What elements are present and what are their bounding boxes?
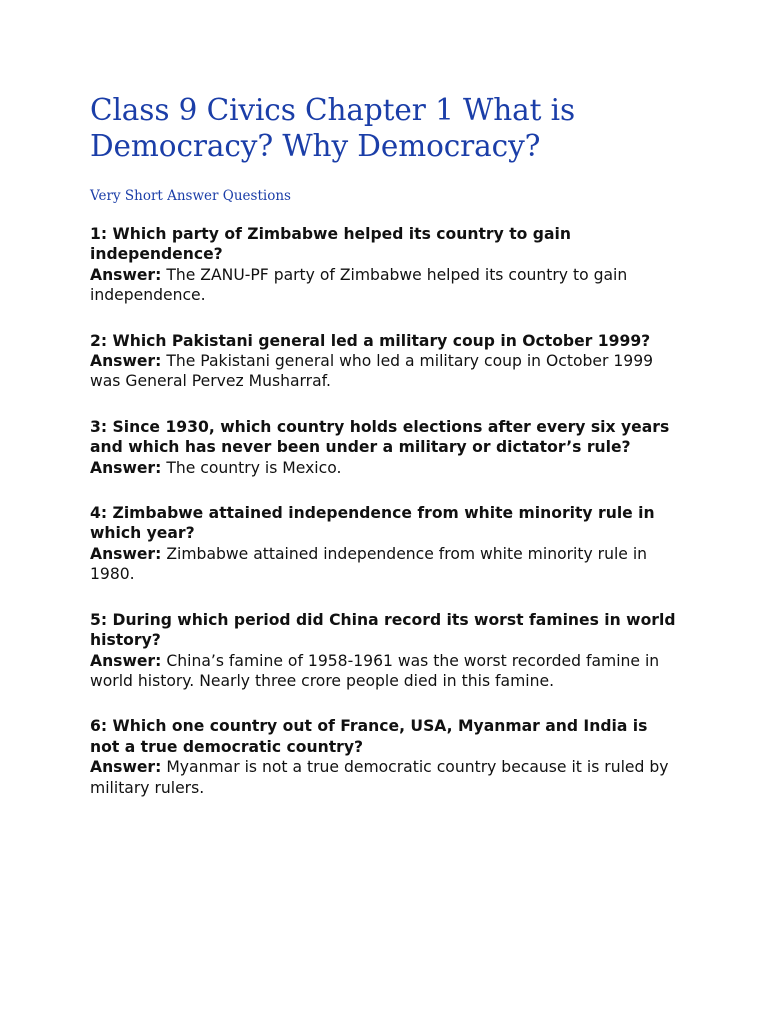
document-title-line-1: Class 9 Civics Chapter 1 What is bbox=[90, 93, 576, 127]
answer-1-text: The ZANU-PF party of Zimbabwe helped its country to gain independence. bbox=[90, 265, 628, 305]
question-5: 5: During which period did China record its worst famines in world history? bbox=[90, 610, 676, 650]
qa-item-5 bbox=[90, 610, 678, 692]
question-3: 3: Since 1930, which country holds elections after every six years and which has never been under a military or dictator’s rule? bbox=[90, 417, 670, 457]
qa-item-2 bbox=[90, 331, 678, 392]
answer-label: Answer: bbox=[90, 265, 162, 284]
answer-label: Answer: bbox=[90, 651, 162, 670]
answer-5 bbox=[90, 651, 678, 692]
answer-label: Answer: bbox=[90, 352, 162, 371]
question-6: 6: Which one country out of France, USA, Myanmar and India is not a true democratic country? bbox=[90, 717, 648, 756]
qa-item-1 bbox=[90, 224, 678, 306]
answer-label: Answer: bbox=[90, 544, 162, 563]
question-2: 2: Which Pakistani general led a military coup in October 1999? bbox=[90, 331, 651, 350]
answer-4-text: Zimbabwe attained independence from white minority rule in 1980. bbox=[90, 544, 648, 584]
document-title-line-2: Democracy? Why Democracy? bbox=[90, 129, 541, 163]
answer-1 bbox=[90, 265, 678, 306]
section-heading: Very Short Answer Questions bbox=[90, 188, 291, 204]
qa-item-3 bbox=[90, 417, 678, 478]
answer-2 bbox=[90, 351, 678, 392]
question-4: 4: Zimbabwe attained independence from white minority rule in which year? bbox=[90, 504, 655, 543]
answer-label: Answer: bbox=[90, 758, 162, 777]
answer-label: Answer: bbox=[90, 458, 162, 477]
answer-2-text: The Pakistani general who led a military coup in October 1999 was General Pervez Musharraf. bbox=[90, 352, 654, 391]
answer-6 bbox=[90, 757, 678, 798]
qa-list bbox=[90, 224, 678, 798]
answer-3 bbox=[90, 458, 678, 478]
answer-6-text: Myanmar is not a true democratic country because it is ruled by military rulers. bbox=[90, 758, 669, 797]
document-title bbox=[90, 90, 678, 164]
qa-item-4 bbox=[90, 503, 678, 585]
qa-item-6 bbox=[90, 716, 678, 798]
answer-5-text: China’s famine of 1958-1961 was the worst recorded famine in world history. Nearly three crore people died in this famine. bbox=[90, 651, 660, 690]
question-1: 1: Which party of Zimbabwe helped its country to gain independence? bbox=[90, 225, 571, 264]
answer-4 bbox=[90, 544, 678, 585]
answer-3-text: The country is Mexico. bbox=[166, 458, 342, 477]
